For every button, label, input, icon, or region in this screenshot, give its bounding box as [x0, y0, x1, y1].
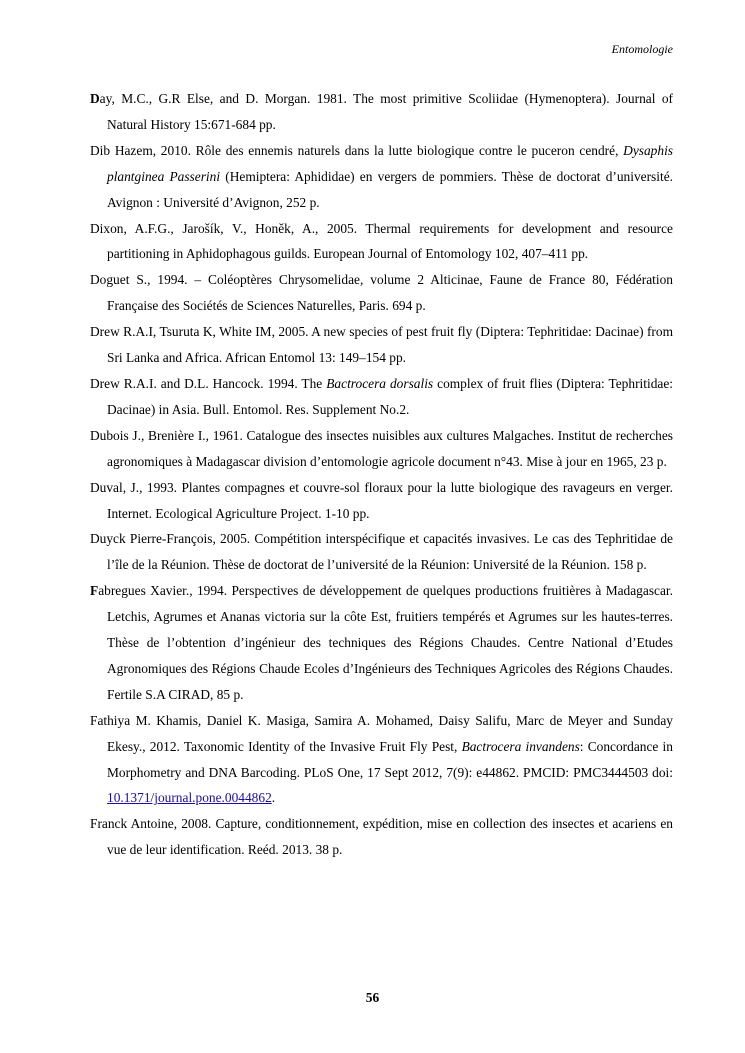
reference-text: Drew R.A.I. and D.L. Hancock. 1994. The: [90, 375, 327, 391]
reference-text: : Concordance in Morphometry and DNA Barcoding. PLoS One, 17 Sept 2012, 7(9): e44862. PMCID: PMC3444503 doi:: [107, 738, 673, 780]
reference-day-1981: [90, 86, 673, 138]
reference-doguet-1994: Doguet S., 1994. – Coléoptères Chrysomelidae, volume 2 Alticinae, Faune de France 80, Fédération Française des Sociétés de Sciences Naturelles, Paris. 694 p.: [90, 272, 673, 314]
reference-text: .: [271, 790, 276, 806]
running-header: Entomologie: [611, 42, 673, 56]
reference-duyck-2005: Duyck Pierre-François, 2005. Compétition interspécifique et capacités invasives. Le cas des Tephritidae de l’île de la Réunion. Thèse de doctorat de l’université de la Réunion: Université de la Réunion. 158 p.: [90, 531, 673, 573]
reference-text: abregues Xavier., 1994. Perspectives de développement de quelques productions fruitières à Madagascar. Letchis, Agrumes et Ananas victoria sur la côte Est, fruitiers tempérés et Agrumes sur les hautes-terres. Thèse de l’obtention d’ingénieur des techniques des Régions Chaudes. Centre National d’Etudes Agronomiques des Régions Chaude Ecoles d’Ingénieurs des Techniques Agricoles des Régions Chaudes. Fertile S.A CIRAD, 85 p.: [98, 583, 673, 702]
reference-text: (Hemiptera: Aphididae) en vergers de pommiers. Thèse de doctorat d’université. Avignon : Université d’Avignon, 252 p.: [107, 168, 674, 210]
reference-fabregues-1994: [90, 578, 673, 708]
bold-initial: D: [90, 91, 100, 106]
species-name: Bactrocera invandens: [461, 738, 580, 754]
reference-franck-2008: Franck Antoine, 2008. Capture, conditionnement, expédition, mise en collection des insectes et acariens en vue de leur identification. Reéd. 2013. 38 p.: [90, 816, 673, 858]
reference-dixon-2005: Dixon, A.F.G., Jarošík, V., Honěk, A., 2005. Thermal requirements for development and resource partitioning in Aphidophagous guilds. European Journal of Entomology 102, 407–411 pp.: [90, 220, 673, 262]
reference-drew-2005: Drew R.A.I, Tsuruta K, White IM, 2005. A new species of pest fruit fly (Diptera: Tephritidae: Dacinae) from Sri Lanka and Africa. African Entomol 13: 149–154 pp.: [90, 324, 673, 366]
doi-link[interactable]: 10.1371/journal.pone.0044862: [107, 790, 272, 806]
reference-dubois-1961: Dubois J., Brenière I., 1961. Catalogue des insectes nuisibles aux cultures Malgaches. Institut de recherches agronomiques à Madagascar division d’entomologie agricole document n°43. Mise à jour en 1965, 23 p.: [90, 427, 673, 469]
reference-text: ay, M.C., G.R Else, and D. Morgan. 1981. The most primitive Scoliidae (Hymenoptera). Journal of Natural History 15:671-684 pp.: [99, 91, 673, 132]
bold-initial: F: [90, 583, 99, 599]
reference-text: complex of fruit flies (Diptera: Tephritidae: Dacinae) in Asia. Bull. Entomol. Res. Supplement No.2.: [107, 375, 673, 417]
page-number: 56: [365, 990, 380, 1005]
reference-text: Dib Hazem, 2010. Rôle des ennemis naturels dans la lutte biologique contre le puceron cendré,: [90, 142, 624, 158]
reference-dib-2010: [90, 138, 673, 216]
reference-list: [90, 86, 673, 863]
species-name: Dysaphis plantginea Passerini: [107, 142, 673, 184]
species-name: Bactrocera dorsalis: [326, 375, 434, 391]
reference-drew-1994: [90, 371, 673, 423]
reference-duval-1993: Duval, J., 1993. Plantes compagnes et couvre-sol floraux pour la lutte biologique des ravageurs en verger. Internet. Ecological Agriculture Project. 1-10 pp.: [90, 479, 673, 521]
reference-khamis-2012: [90, 708, 673, 812]
reference-text: Fathiya M. Khamis, Daniel K. Masiga, Samira A. Mohamed, Daisy Salifu, Marc de Meyer and Sunday Ekesy., 2012. Taxonomic Identity of the Invasive Fruit Fly Pest,: [90, 712, 673, 754]
